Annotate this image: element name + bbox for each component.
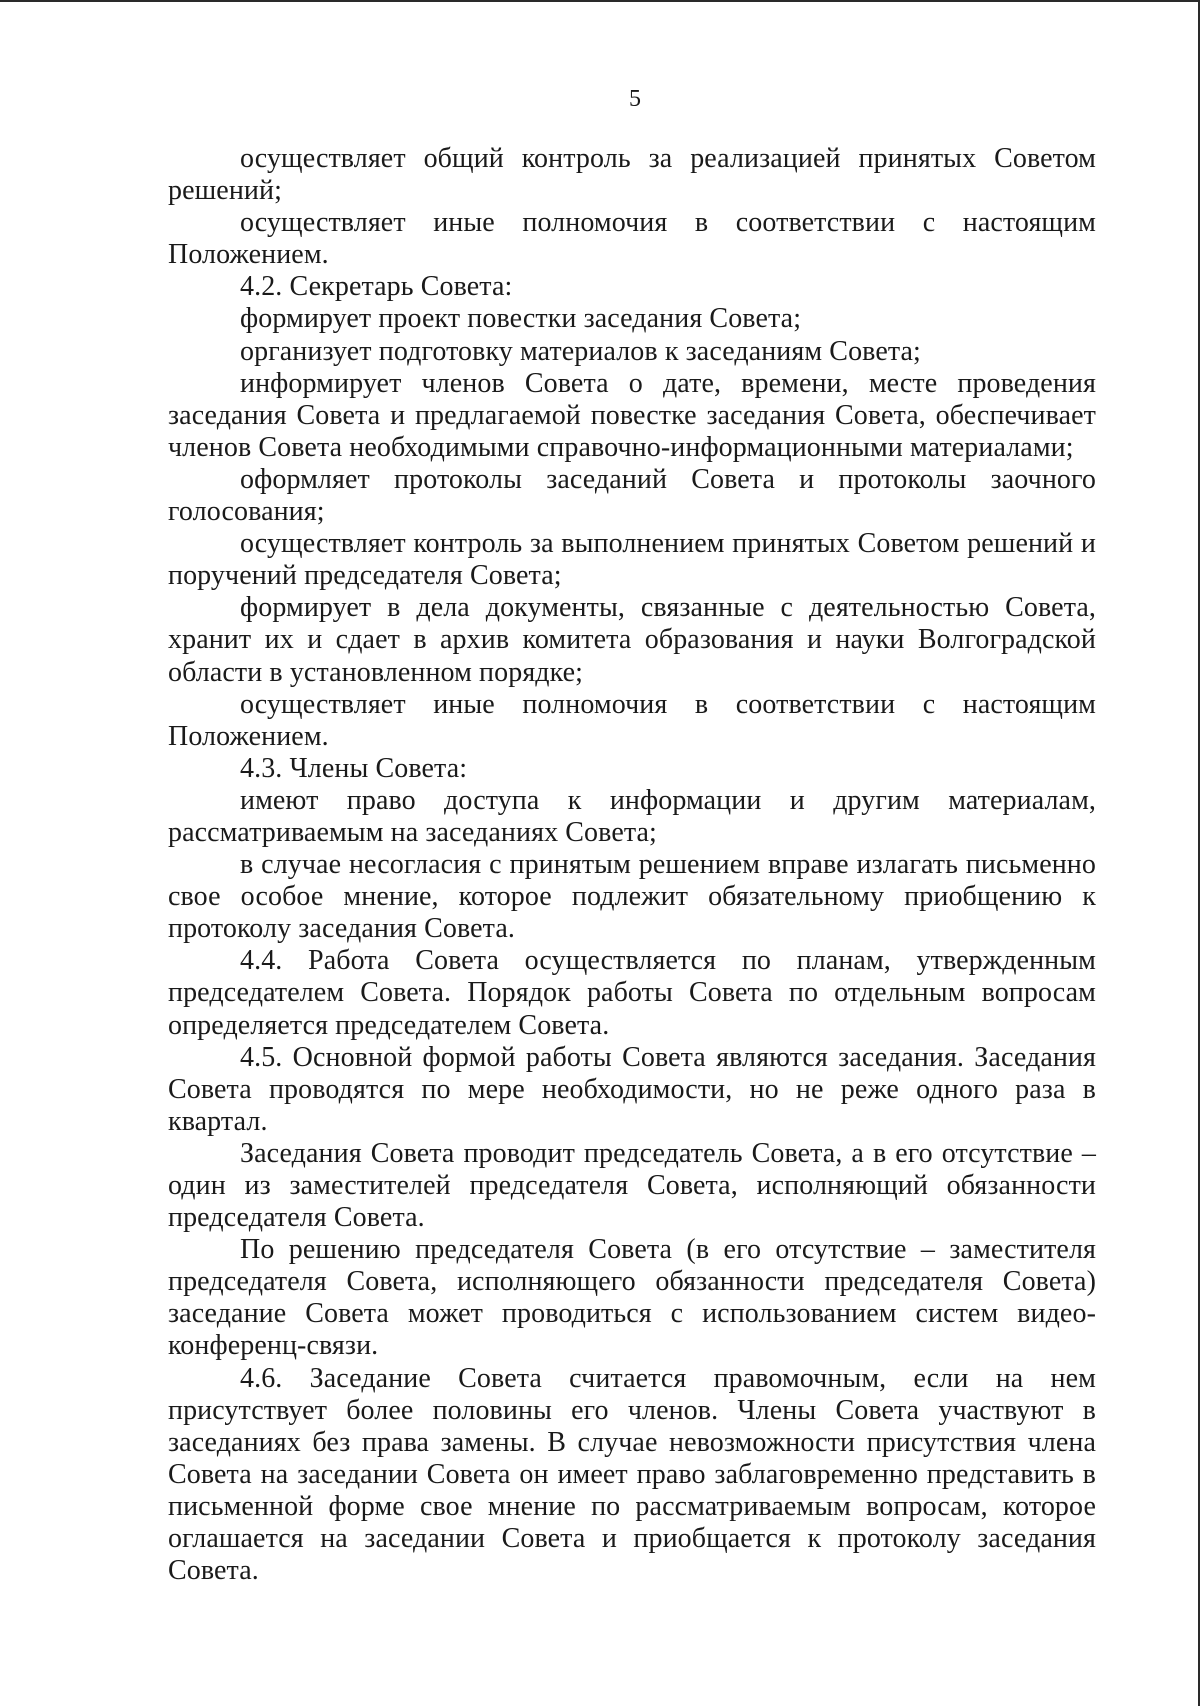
paragraph-work-plans: 4.4. Работа Совета осуществляется по планам, утвержденным председателем Совета. Порядок работы Совета по отдельным вопросам определяется председателем Совета. [168,945,1096,1041]
paragraph-archive: формирует в дела документы, связанные с деятельностью Совета, хранит их и сдает в архив комитета образования и науки Волгоградской области в установленном порядке; [168,592,1096,688]
paragraph-dissent: в случае несогласия с принятым решением вправе излагать письменно свое особое мнение, которое подлежит обязательному приобщению к протоколу заседания Совета. [168,849,1096,945]
paragraph-heading-secretary: 4.2. Секретарь Совета: [240,271,513,303]
paragraph-other-powers-chair: осуществляет иные полномочия в соответствии с настоящим Положением. [168,207,1096,271]
paragraph-meetings-chair: Заседания Совета проводит председатель Совета, а в его отсутствие – один из заместителей председателя Совета, исполняющий обязанности председателя Совета. [168,1137,1096,1234]
paragraph-heading-members: 4.3. Члены Совета: [240,752,468,784]
paragraph-materials-prep: организует подготовку материалов к заседаниям Совета; [240,335,921,367]
document-body [168,143,1096,1587]
paragraph-other-powers-secretary: осуществляет иные полномочия в соответствии с настоящим Положением. [168,688,1096,752]
page-number: 5 [629,86,641,112]
paragraph-video-conference: По решению председателя Совета (в его отсутствие – заместителя председателя Совета, исполняющего обязанности председателя Совета) заседание Совета может проводиться с использованием систем видео-конференц-связи. [168,1234,1096,1362]
paragraph-control-decisions: осуществляет общий контроль за реализацией принятых Советом решений; [168,143,1096,207]
paragraph-meetings-form: 4.5. Основной формой работы Совета являются заседания. Заседания Совета проводятся по мере необходимости, но не реже одного раза в квартал. [168,1041,1096,1137]
paragraph-agenda-draft: формирует проект повестки заседания Совета; [240,303,802,335]
paragraph-quorum: 4.6. Заседание Совета считается правомочным, если на нем присутствует более половины его членов. Члены Совета участвуют в заседаниях без права замены. В случае невозможности присутствия члена Совета на заседании Совета он имеет право заблаговременно представить в письменной форме свое мнение по рассматриваемым вопросам, которое оглашается на заседании Совета и приобщается к протоколу заседания Совета. [168,1362,1096,1587]
paragraph-access-rights: имеют право доступа к информации и другим материалам, рассматриваемым на заседаниях Совета; [168,784,1096,848]
paragraph-execution-control: осуществляет контроль за выполнением принятых Советом решений и поручений председателя Совета; [168,528,1096,592]
paragraph-protocols: оформляет протоколы заседаний Совета и протоколы заочного голосования; [168,463,1096,528]
paragraph-inform-members: информирует членов Совета о дате, времени, месте проведения заседания Совета и предлагаемой повестке заседания Совета, обеспечивает членов Совета необходимыми справочно-информационными материалами; [168,367,1096,463]
